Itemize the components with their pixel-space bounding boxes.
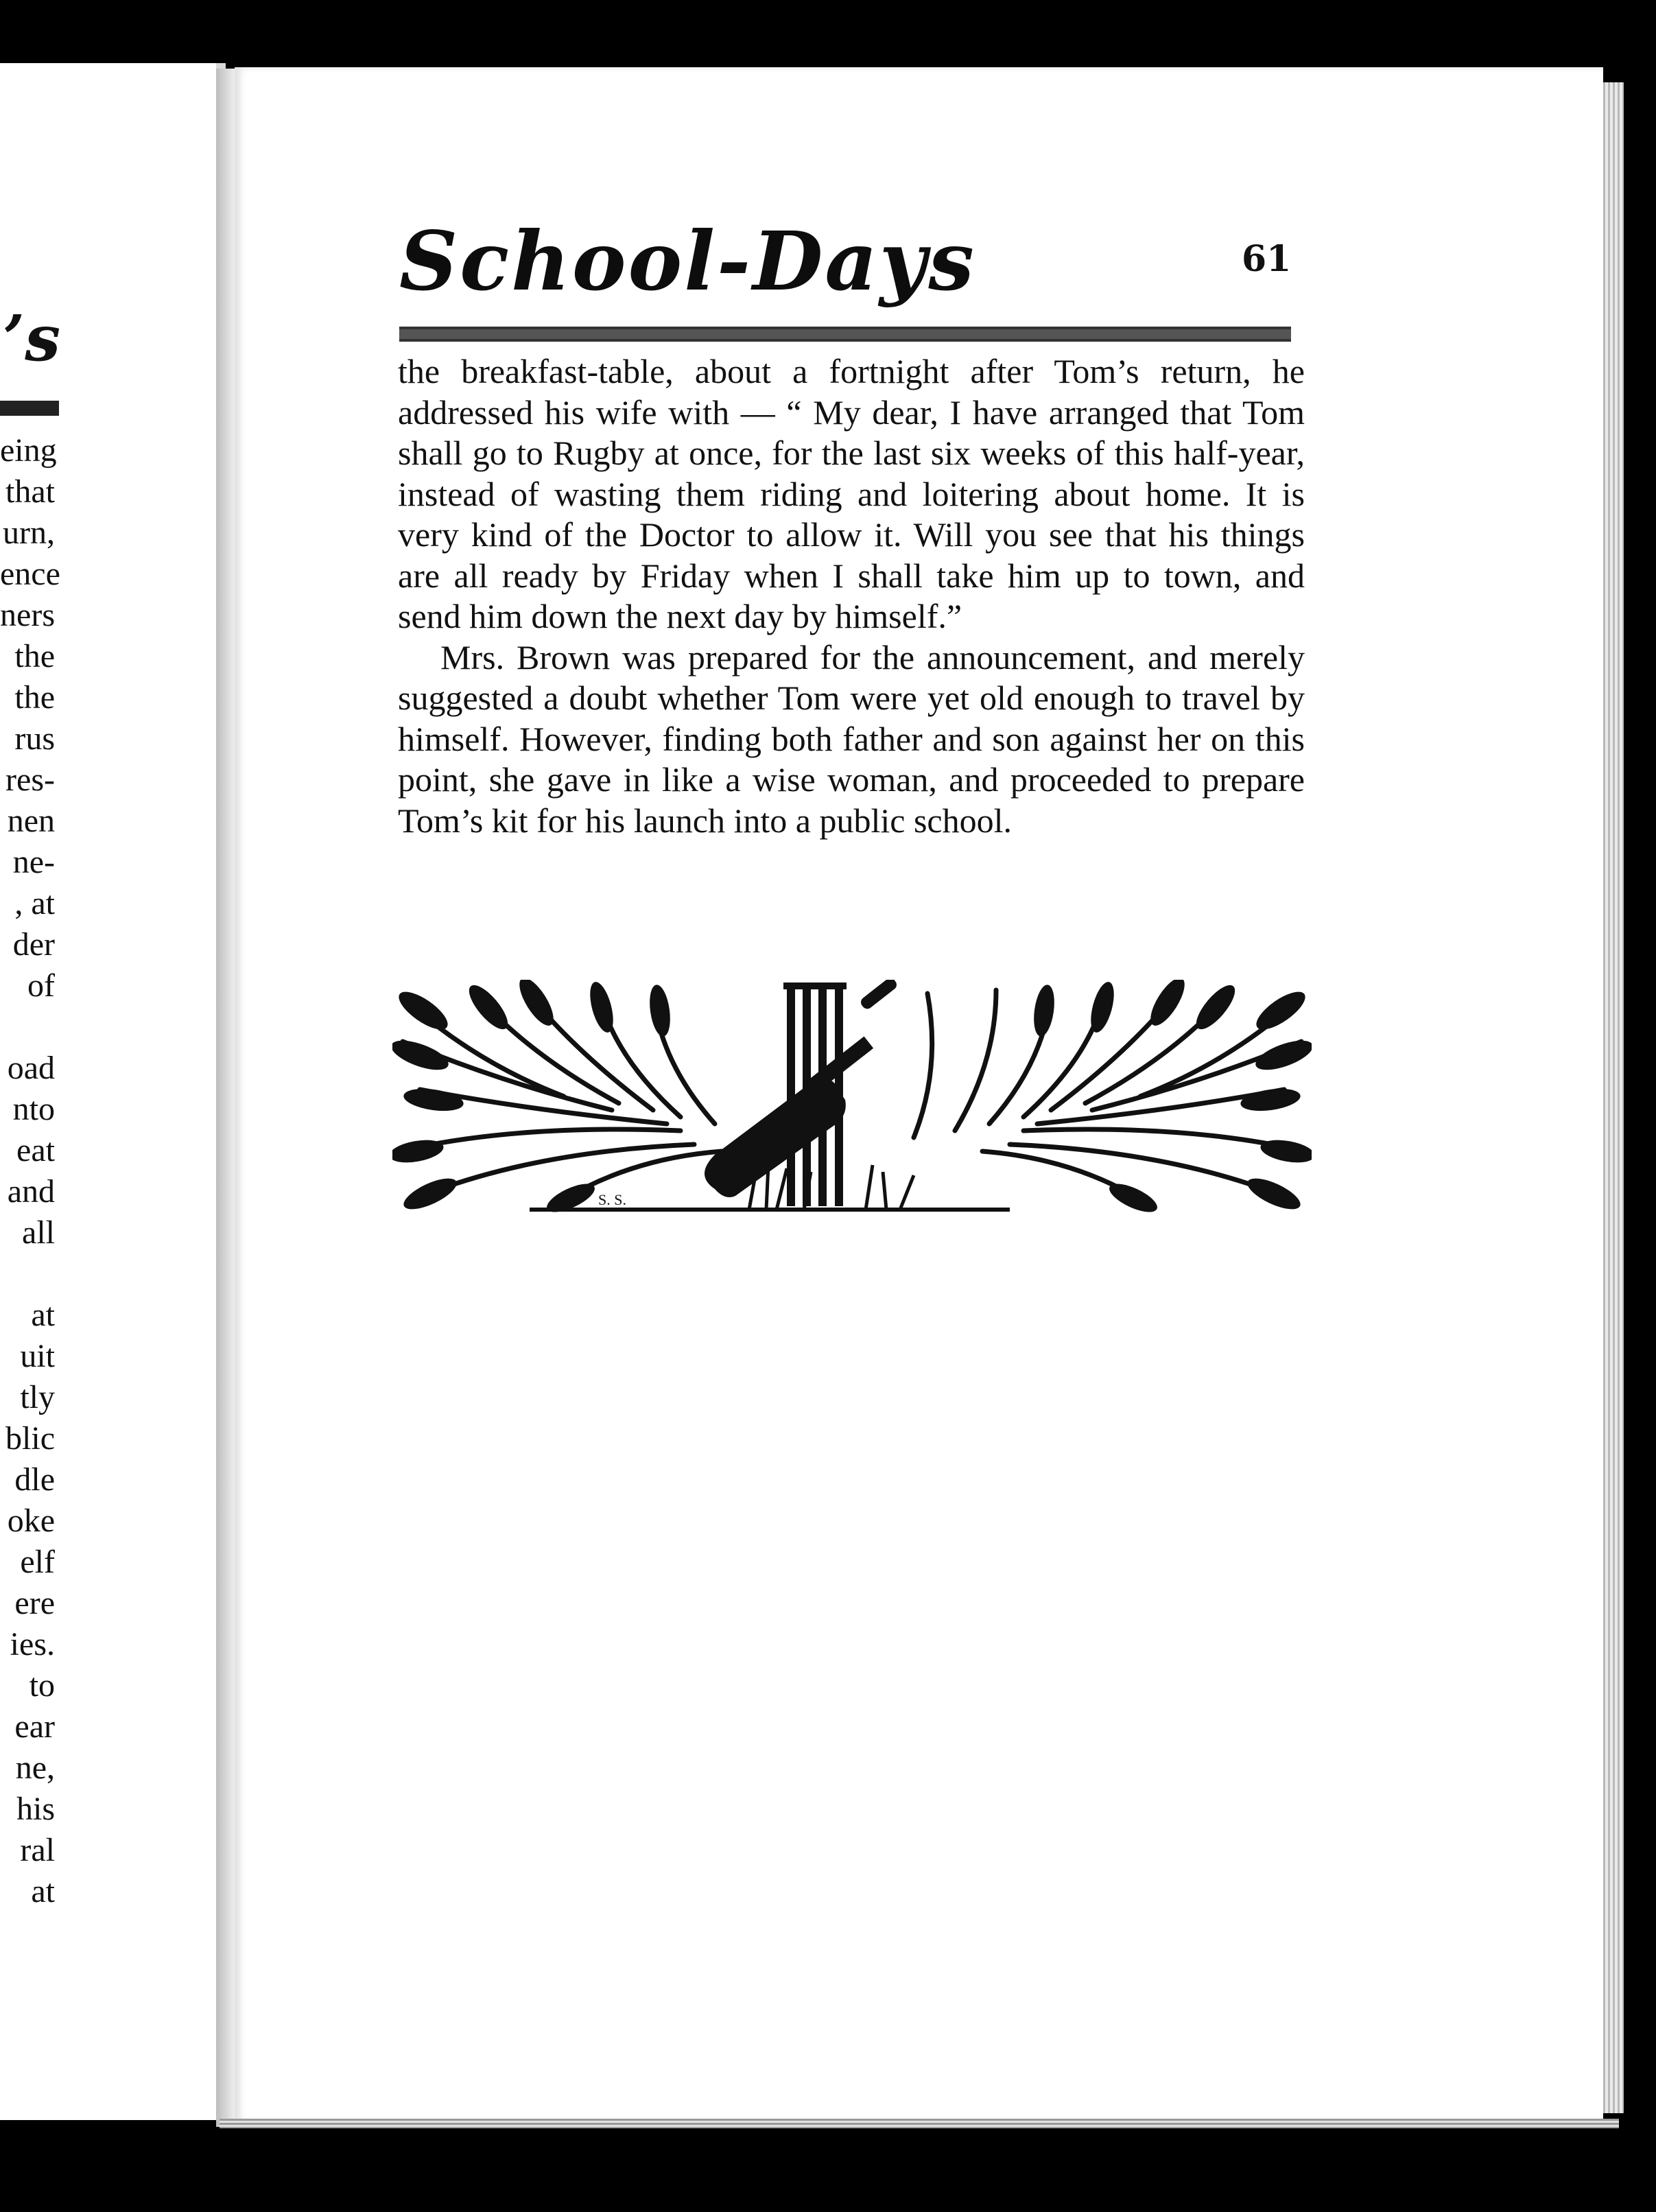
left-line-fragment xyxy=(0,1254,55,1295)
running-head: School-Days xyxy=(399,213,976,309)
left-line-fragment: the xyxy=(14,679,55,716)
left-line-fragment: ence xyxy=(0,556,60,592)
left-line-fragment: eat xyxy=(16,1132,55,1168)
page-bottom-edge xyxy=(220,2119,1619,2128)
left-line-fragment: ne- xyxy=(12,844,55,880)
wheat-sheaves-right xyxy=(914,987,1305,1199)
left-running-head-fragment: ’s xyxy=(3,301,60,375)
page-edge xyxy=(1603,82,1624,2113)
left-line-fragment: ies. xyxy=(10,1626,55,1662)
left-line-fragment: nen xyxy=(7,803,55,839)
left-line-fragment: ear xyxy=(14,1708,55,1745)
cricket-bat xyxy=(705,980,899,1197)
left-line-fragment: dle xyxy=(14,1461,55,1498)
left-line-fragment: ral xyxy=(20,1832,55,1868)
page-number: 61 xyxy=(1242,238,1292,280)
left-line-fragment: ere xyxy=(14,1585,55,1621)
left-head-rule xyxy=(0,401,59,416)
left-line-fragment: , at xyxy=(14,885,55,921)
left-line-fragment: oad xyxy=(7,1050,55,1086)
wheat-heads-left xyxy=(392,980,673,1216)
left-line-fragment: to xyxy=(29,1667,55,1704)
left-line-fragment: oke xyxy=(7,1503,55,1539)
book-gutter xyxy=(216,69,237,2127)
left-line-fragment: and xyxy=(7,1173,55,1210)
left-line-fragment: der xyxy=(12,926,55,963)
left-line-fragment: the xyxy=(14,638,55,674)
left-line-fragment: all xyxy=(22,1214,55,1251)
ornament-signature: S. S. xyxy=(598,1191,626,1208)
paragraph-1: the breakfast-table, about a fortnight after Tom’s return, he addressed his wife with — “ My dear, I have arranged that Tom shall go to Rugby at once, for the last six weeks of this half-year, instead of wasting them riding and loitering about home. It is very kind of the Doctor to allow it. Will you see that his things are all ready by Friday when I shall take him up to town, and send him down the next day by himself.” xyxy=(398,352,1305,635)
left-line-fragment: urn, xyxy=(3,515,55,551)
left-line-fragment: uit xyxy=(20,1338,55,1374)
left-line-fragment: nto xyxy=(12,1091,55,1127)
left-line-fragment: blic xyxy=(5,1420,55,1457)
left-line-fragment xyxy=(0,1007,55,1048)
left-facing-page xyxy=(0,63,226,2120)
left-line-fragment: his xyxy=(16,1791,55,1827)
paragraph-2: Mrs. Brown was prepared for the announcement, and merely suggested a doubt whether Tom were yet old enough to travel by himself. However, finding both father and son against her on this point, she gave in like a wise woman, and proceeded to prepare Tom’s kit for his launch into a public school. xyxy=(398,637,1305,840)
body-text xyxy=(398,351,1305,841)
wheat-cricket-ornament xyxy=(392,980,1312,1216)
left-line-fragment: eing xyxy=(0,432,57,469)
wheat-heads-right xyxy=(1031,980,1312,1216)
left-line-fragment: that xyxy=(5,473,55,510)
left-line-fragment: at xyxy=(31,1873,55,1909)
left-line-fragment: ners xyxy=(0,597,55,633)
left-line-fragment: tly xyxy=(20,1379,55,1415)
left-line-fragment: of xyxy=(27,967,55,1004)
left-line-fragment: at xyxy=(31,1297,55,1333)
left-line-fragment: ne, xyxy=(15,1750,55,1786)
left-line-fragment: res- xyxy=(5,762,55,798)
left-line-fragment: rus xyxy=(14,720,55,757)
head-rule xyxy=(399,327,1291,342)
left-line-fragment: elf xyxy=(20,1544,55,1580)
left-text-fragments xyxy=(0,430,60,1912)
